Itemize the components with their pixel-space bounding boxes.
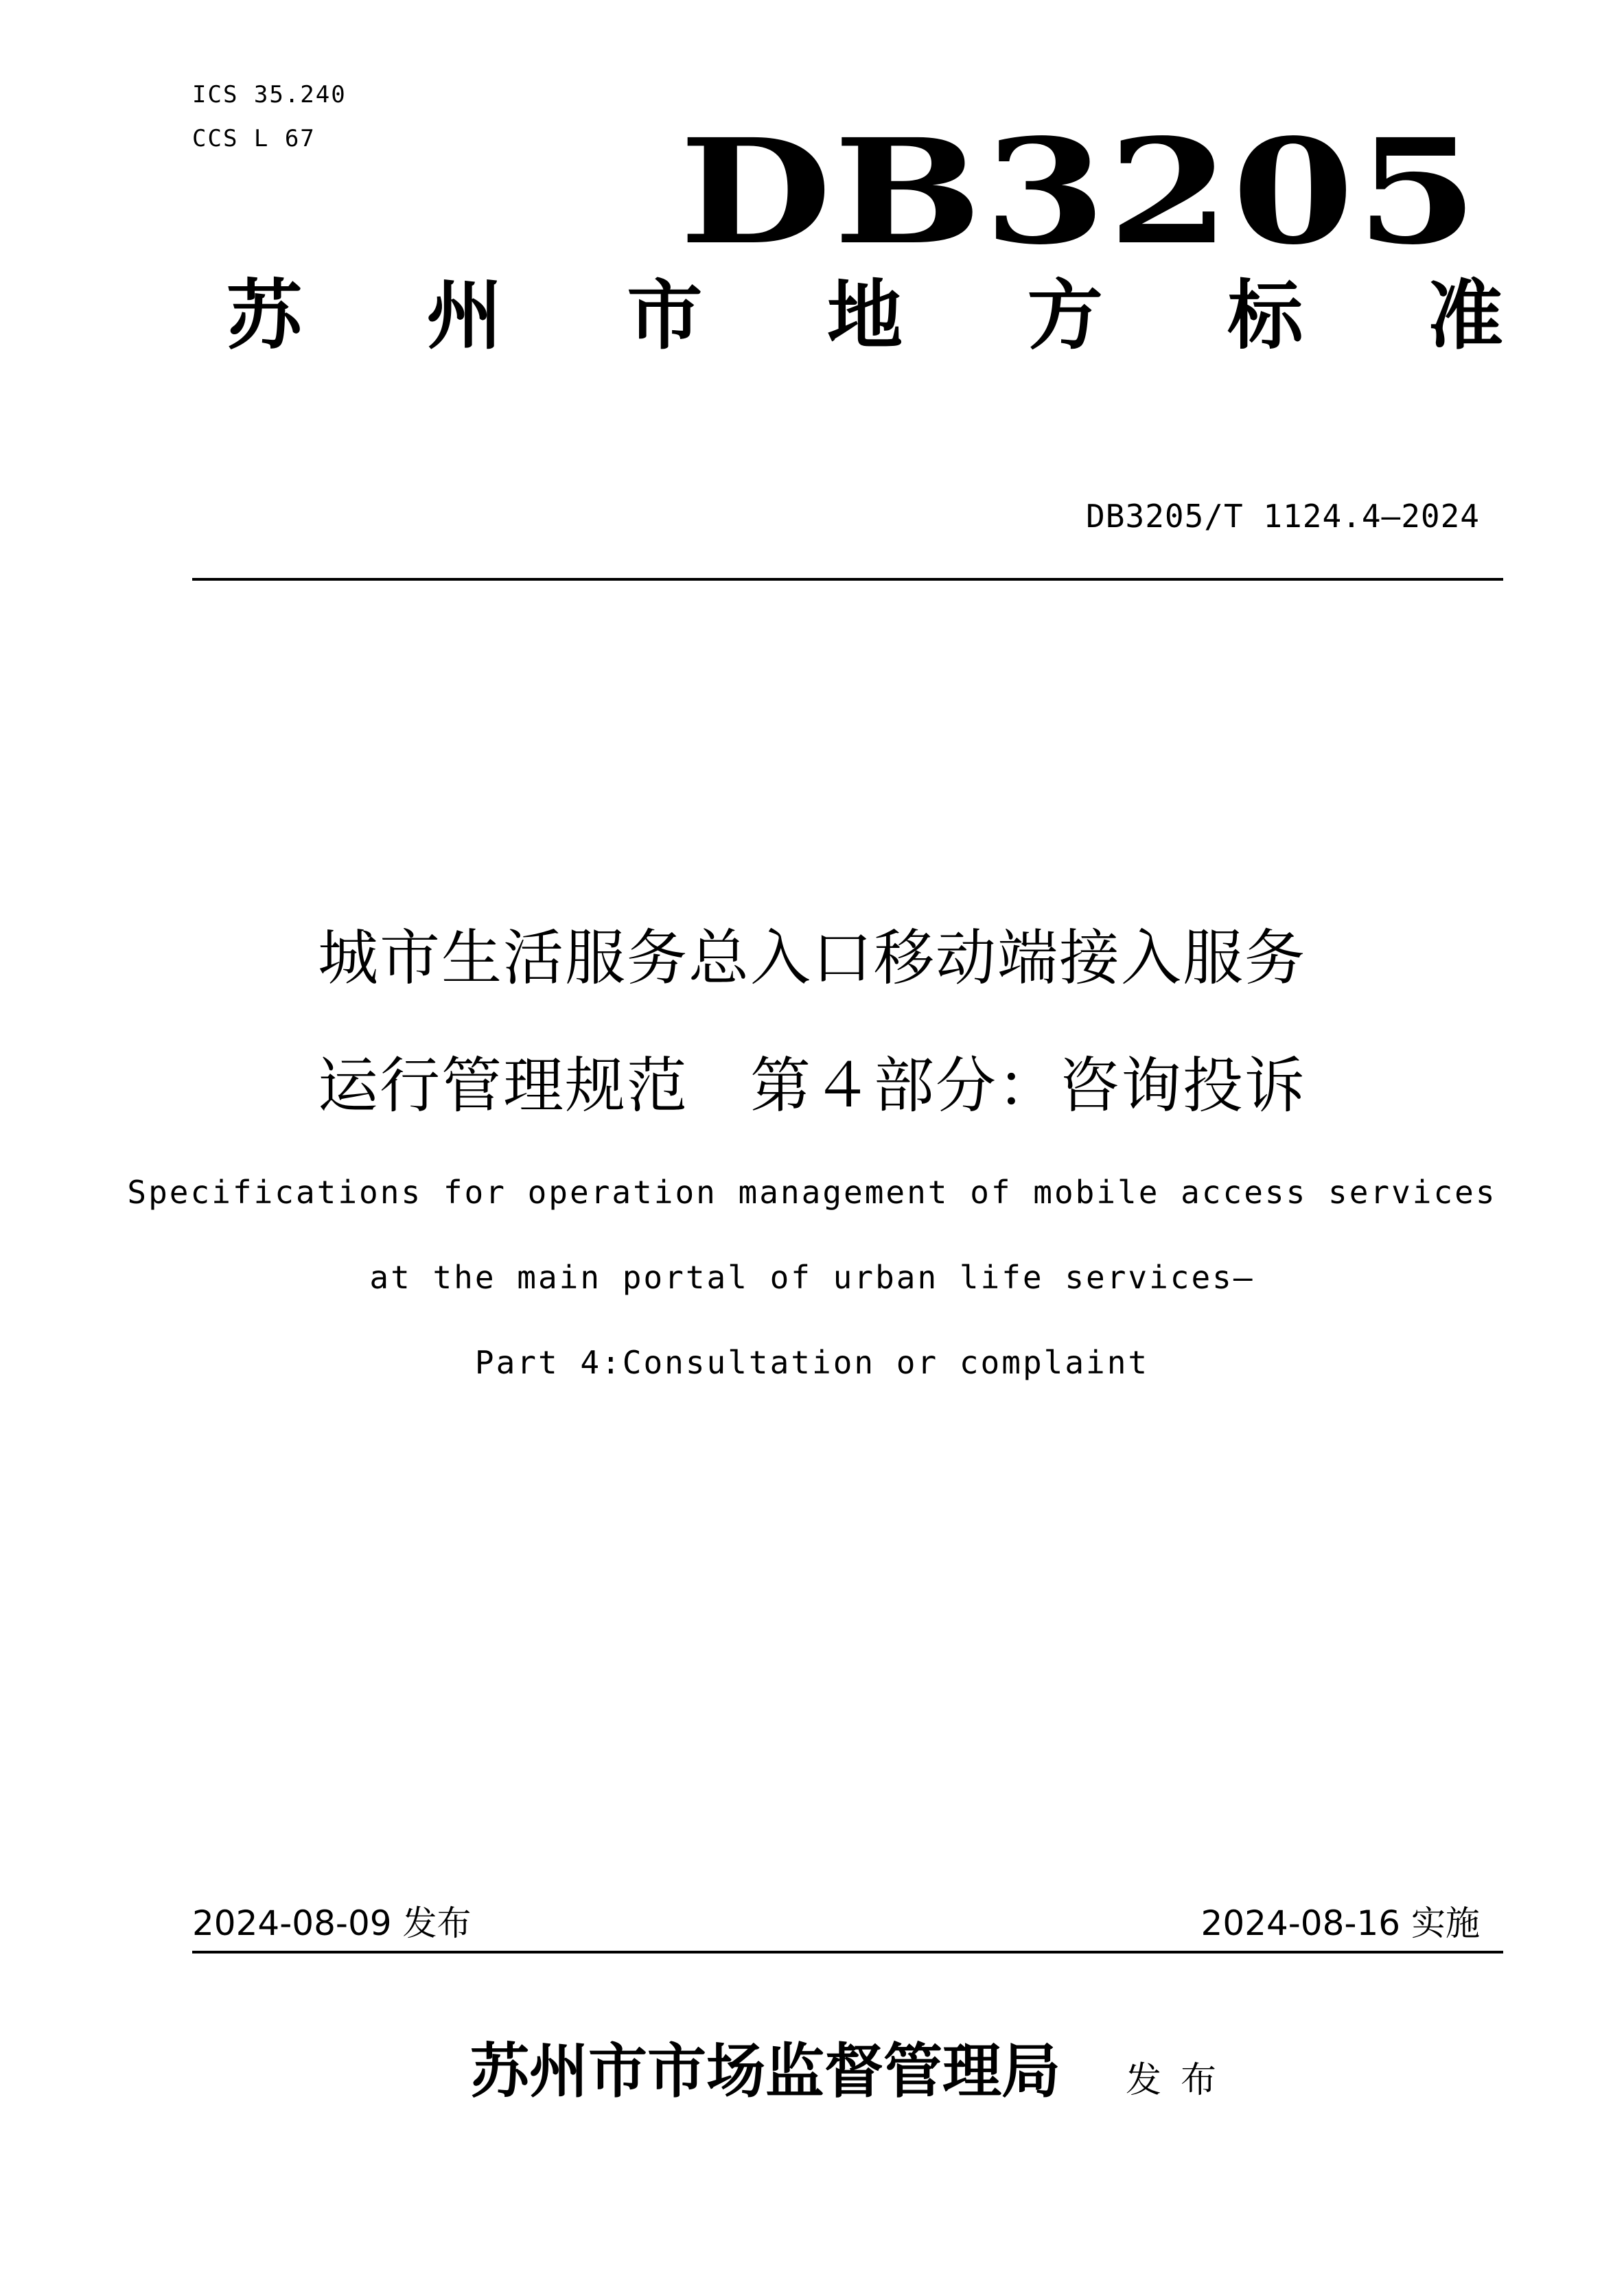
implementation-date: 2024-08-16 实施 <box>1200 1903 1480 1943</box>
standard-type-char: 标 <box>1227 271 1303 360</box>
ccs-code: CCS L 67 <box>192 125 316 152</box>
standard-type-char: 市 <box>627 271 703 360</box>
issuing-action: 发布 <box>1126 2060 1236 2101</box>
issuing-authority: 苏州市市场监督管理局 <box>470 2037 1060 2106</box>
chinese-title-line-2: 运行管理规范 第４部分：咨询投诉 <box>317 1050 1306 1121</box>
standard-type-char: 方 <box>1027 271 1103 360</box>
standard-type-char: 准 <box>1427 271 1503 360</box>
english-title-line-3: Part 4:Consultation or complaint <box>474 1344 1150 1381</box>
standard-type-char: 地 <box>826 271 903 360</box>
ics-code: ICS 35.240 <box>192 81 347 108</box>
standard-code-large: DB3205 <box>679 107 1480 277</box>
footer-divider <box>192 1951 1503 1953</box>
issue-date: 2024-08-09 发布 <box>192 1903 472 1943</box>
chinese-title-line-1: 城市生活服务总入口移动端接入服务 <box>317 923 1306 993</box>
standard-type-char: 苏 <box>227 271 302 360</box>
english-title-line-2: at the main portal of urban life services— <box>369 1259 1255 1296</box>
standard-type-heading <box>227 271 1503 360</box>
header-divider <box>192 578 1503 581</box>
standard-number: DB3205/T 1124.4—2024 <box>1086 498 1480 535</box>
standard-type-char: 州 <box>426 271 502 360</box>
english-title-line-1: Specifications for operation management of mobile access services <box>127 1174 1497 1211</box>
